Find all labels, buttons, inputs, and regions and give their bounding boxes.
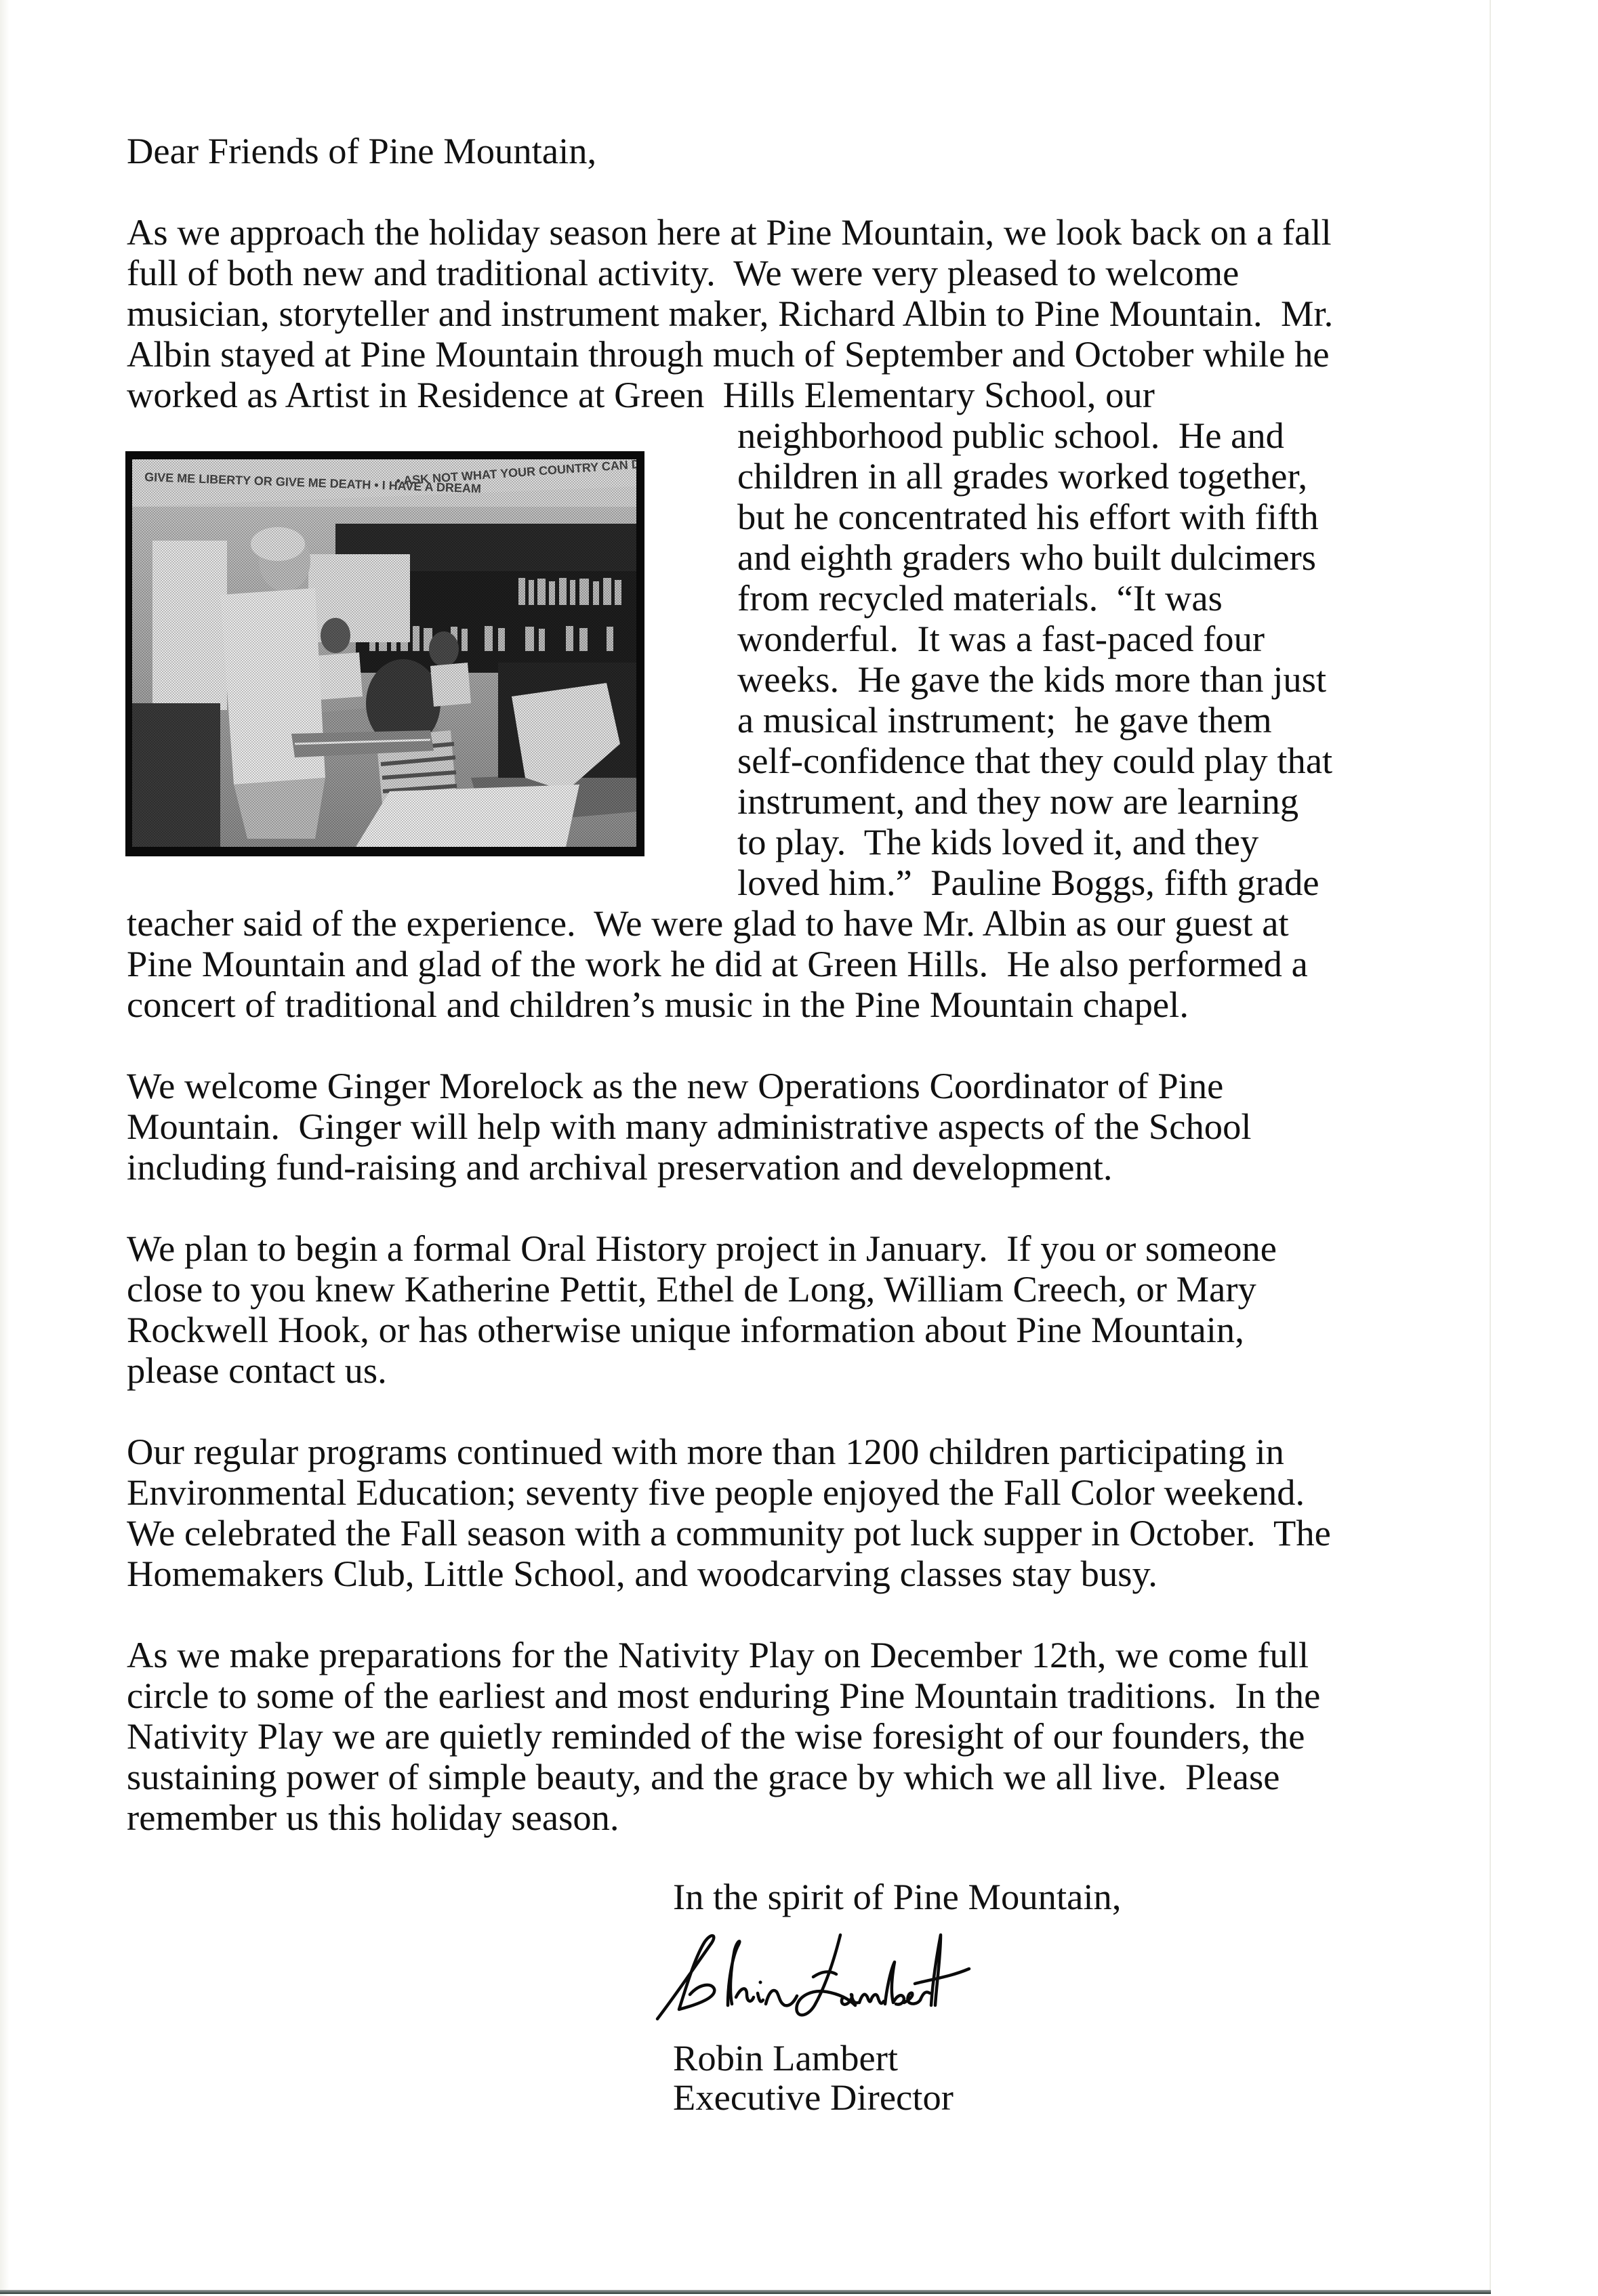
paragraph-line: Albin stayed at Pine Mountain through much of September and October while he: [127, 333, 1330, 375]
paragraph-line: instrument, and they now are learning: [737, 780, 1299, 822]
page-edge-bottom: [0, 2290, 1491, 2294]
paragraph-line: Our regular programs continued with more than 1200 children participating in: [127, 1431, 1284, 1472]
paragraph-line: Environmental Education; seventy five people enjoyed the Fall Color weekend.: [127, 1471, 1305, 1513]
paragraph-line: teacher said of the experience. We were glad to have Mr. Albin as our guest at: [127, 902, 1289, 944]
paragraph-line: Homemakers Club, Little School, and woodcarving classes stay busy.: [127, 1553, 1157, 1594]
classroom-photo: [125, 451, 644, 856]
paragraph-line: circle to some of the earliest and most enduring Pine Mountain traditions. In the: [127, 1675, 1321, 1716]
paragraph-line: close to you knew Katherine Pettit, Ethel de Long, William Creech, or Mary: [127, 1268, 1256, 1310]
paragraph-line: Mountain. Ginger will help with many administrative aspects of the School: [127, 1106, 1252, 1147]
signer-name: Robin Lambert: [673, 2037, 899, 2079]
paragraph-line: As we make preparations for the Nativity Play on December 12th, we come full: [127, 1634, 1309, 1675]
paragraph-line: self-confidence that they could play that: [737, 740, 1333, 781]
paragraph-line: loved him.” Pauline Boggs, fifth grade: [737, 862, 1319, 903]
signer-title: Executive Director: [673, 2076, 954, 2118]
paragraph-line: full of both new and traditional activity. We were very pleased to welcome: [127, 252, 1240, 293]
handwritten-signature: [652, 1929, 977, 2031]
paragraph-line: but he concentrated his effort with fifth: [737, 496, 1319, 537]
paragraph-line: sustaining power of simple beauty, and the grace by which we all live. Please: [127, 1756, 1280, 1797]
salutation: Dear Friends of Pine Mountain,: [127, 130, 597, 171]
paragraph-line: weeks. He gave the kids more than just: [737, 659, 1327, 700]
page-edge-right: [1490, 0, 1491, 2293]
page-shadow-left: [0, 0, 9, 2296]
paragraph-line: We plan to begin a formal Oral History project in January. If you or someone: [127, 1228, 1277, 1269]
paragraph-line: worked as Artist in Residence at Green Hills Elementary School, our: [127, 374, 1155, 415]
paragraph-line: please contact us.: [127, 1350, 387, 1391]
paragraph-line: a musical instrument; he gave them: [737, 699, 1272, 740]
paragraph-line: Nativity Play we are quietly reminded of the wise foresight of our founders, the: [127, 1715, 1305, 1757]
paragraph-line: wonderful. It was a fast-paced four: [737, 618, 1265, 659]
paragraph-line: remember us this holiday season.: [127, 1797, 619, 1838]
paragraph-line: children in all grades worked together,: [737, 455, 1308, 497]
paragraph-line: to play. The kids loved it, and they: [737, 821, 1259, 862]
paragraph-line: including fund-raising and archival preservation and development.: [127, 1146, 1113, 1188]
paragraph-line: As we approach the holiday season here at Pine Mountain, we look back on a fall: [127, 211, 1332, 253]
paragraph-line: and eighth graders who built dulcimers: [737, 537, 1317, 578]
paragraph-line: Rockwell Hook, or has otherwise unique information about Pine Mountain,: [127, 1309, 1244, 1350]
paragraph-line: musician, storyteller and instrument maker, Richard Albin to Pine Mountain. Mr.: [127, 293, 1334, 334]
paragraph-line: We welcome Ginger Morelock as the new Operations Coordinator of Pine: [127, 1065, 1224, 1106]
paragraph-line: We celebrated the Fall season with a community pot luck supper in October. The: [127, 1512, 1331, 1553]
classroom-photo-image: [132, 459, 636, 847]
paragraph-line: neighborhood public school. He and: [737, 415, 1284, 456]
paragraph-line: from recycled materials. “It was: [737, 577, 1223, 619]
paragraph-line: Pine Mountain and glad of the work he did at Green Hills. He also performed a: [127, 943, 1308, 984]
paragraph-line: concert of traditional and children’s music in the Pine Mountain chapel.: [127, 984, 1189, 1025]
closing: In the spirit of Pine Mountain,: [673, 1876, 1122, 1917]
